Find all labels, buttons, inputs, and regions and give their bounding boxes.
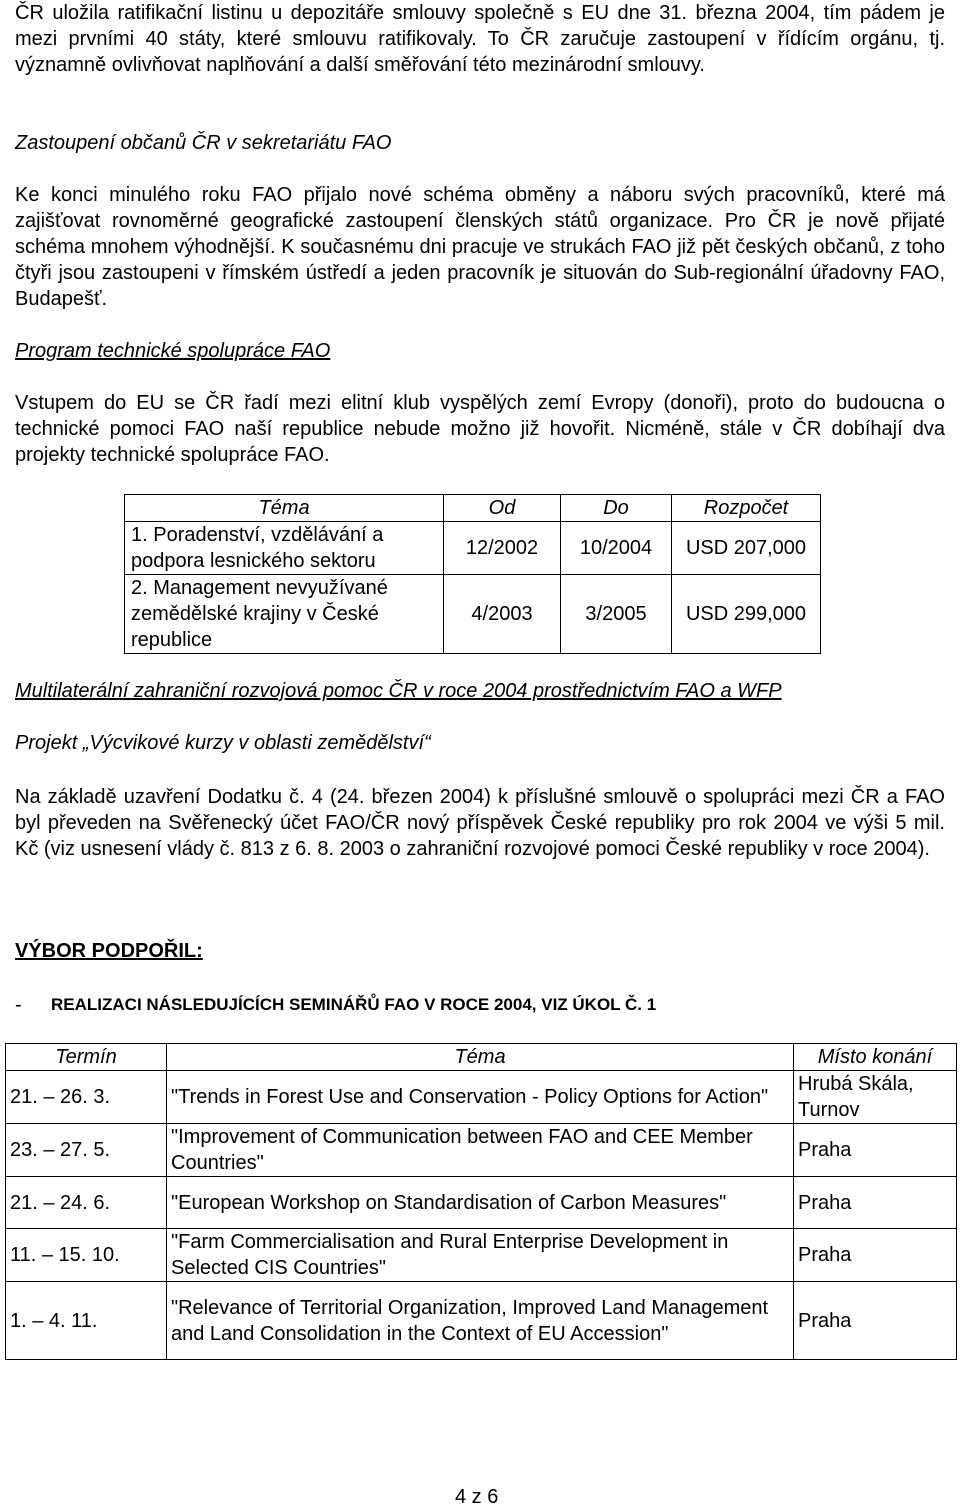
project-from: 12/2002 <box>444 522 561 575</box>
project-title: Projekt „Výcvikové kurzy v oblasti zemědělství“ <box>15 732 431 754</box>
project-topic: 1. Poradenství, vzdělávání a podpora lesnického sektoru <box>125 522 444 575</box>
project-to: 3/2005 <box>561 575 672 654</box>
header-rozpocet: Rozpočet <box>672 495 821 522</box>
header-tema: Téma <box>125 495 444 522</box>
section-heading-multilateral: Multilaterální zahraniční rozvojová pomoc ČR v roce 2004 prostřednictvím FAO a WFP <box>15 680 782 702</box>
header-od: Od <box>444 495 561 522</box>
seminars-table-header <box>6 1044 957 1071</box>
table-row <box>125 575 821 654</box>
table-row <box>6 1071 957 1124</box>
header-termin: Termín <box>6 1044 167 1071</box>
seminar-topic: "Farm Commercialisation and Rural Enterprise Development in Selected CIS Countries" <box>167 1229 794 1282</box>
project-from: 4/2003 <box>444 575 561 654</box>
multilateral-paragraph: Na základě uzavření Dodatku č. 4 (24. březen 2004) k příslušné smlouvě o spolupráci mezi ČR a FAO byl převeden na Svěřenecký účet FAO/ČR nový příspěvek České republiky pro rok 2004 ve výši 5 mil. Kč (viz usnesení vlády č. 813 z 6. 8. 2003 o zahraniční rozvojové pomoci České republiky v roce 2004). <box>15 786 945 860</box>
seminar-place: Praha <box>794 1177 957 1229</box>
seminar-place: Praha <box>794 1229 957 1282</box>
secretariat-paragraph: Ke konci minulého roku FAO přijalo nové schéma obměny a náboru svých pracovníků, které má zajišťovat rovnoměrné geografické zastoupení členských států organizace. Pro ČR je nově přijaté schéma mnohem výhodnější. K současnému dni pracuje ve strukách FAO již pět českých občanů, z toho čtyři jsou zastoupeni v římském ústředí a jeden pracovník je situován do Sub-regionální úřadovny FAO, Budapešť. <box>15 184 945 310</box>
seminar-date: 11. – 15. 10. <box>6 1229 167 1282</box>
seminar-topic: "Improvement of Communication between FAO and CEE Member Countries" <box>167 1124 794 1177</box>
seminar-topic: "Relevance of Territorial Organization, Improved Land Management and Land Consolidation in the Context of EU Accession" <box>167 1282 794 1360</box>
header-misto: Místo konání <box>794 1044 957 1071</box>
seminar-date: 21. – 26. 3. <box>6 1071 167 1124</box>
tcp-paragraph: Vstupem do EU se ČR řadí mezi elitní klub vyspělých zemí Evropy (donoři), proto do budoucna o technické pomoci FAO naší republice nebude možno již hovořit. Nicméně, stále v ČR dobíhají dva projekty technické spolupráce FAO. <box>15 392 945 466</box>
section-heading-secretariat: Zastoupení občanů ČR v sekretariátu FAO <box>15 132 392 154</box>
projects-table <box>124 494 821 654</box>
project-budget: USD 207,000 <box>672 522 821 575</box>
bullet-dash: - <box>15 994 22 1016</box>
seminar-place: Praha <box>794 1124 957 1177</box>
committee-bullet-text: REALIZACI NÁSLEDUJÍCÍCH SEMINÁŘŮ FAO V ROCE 2004, VIZ ÚKOL Č. 1 <box>51 995 657 1014</box>
committee-heading: VÝBOR PODPOŘIL: <box>15 940 203 962</box>
table-row <box>6 1124 957 1177</box>
table-row <box>6 1229 957 1282</box>
project-topic: 2. Management nevyužívané zemědělské krajiny v České republice <box>125 575 444 654</box>
project-budget: USD 299,000 <box>672 575 821 654</box>
seminar-topic: "European Workshop on Standardisation of Carbon Measures" <box>167 1177 794 1229</box>
seminar-date: 23. – 27. 5. <box>6 1124 167 1177</box>
header-tema: Téma <box>167 1044 794 1071</box>
intro-paragraph: ČR uložila ratifikační listinu u depozitáře smlouvy společně s EU dne 31. března 2004, tím pádem je mezi prvními 40 státy, které smlouvu ratifikovaly. To ČR zaručuje zastoupení v řídícím orgánu, tj. významně ovlivňovat naplňování a další směřování této mezinárodní smlouvy. <box>15 2 945 76</box>
seminar-date: 21. – 24. 6. <box>6 1177 167 1229</box>
seminars-table <box>5 1043 957 1360</box>
page-number: 4 z 6 <box>455 1486 499 1508</box>
project-to: 10/2004 <box>561 522 672 575</box>
table-row <box>6 1177 957 1229</box>
seminar-topic: "Trends in Forest Use and Conservation - Policy Options for Action" <box>167 1071 794 1124</box>
header-do: Do <box>561 495 672 522</box>
seminar-place: Hrubá Skála, Turnov <box>794 1071 957 1124</box>
table-row <box>125 522 821 575</box>
seminar-place: Praha <box>794 1282 957 1360</box>
table-row <box>6 1282 957 1360</box>
section-heading-tcp: Program technické spolupráce FAO <box>15 340 331 362</box>
seminar-date: 1. – 4. 11. <box>6 1282 167 1360</box>
projects-table-header <box>125 495 821 522</box>
